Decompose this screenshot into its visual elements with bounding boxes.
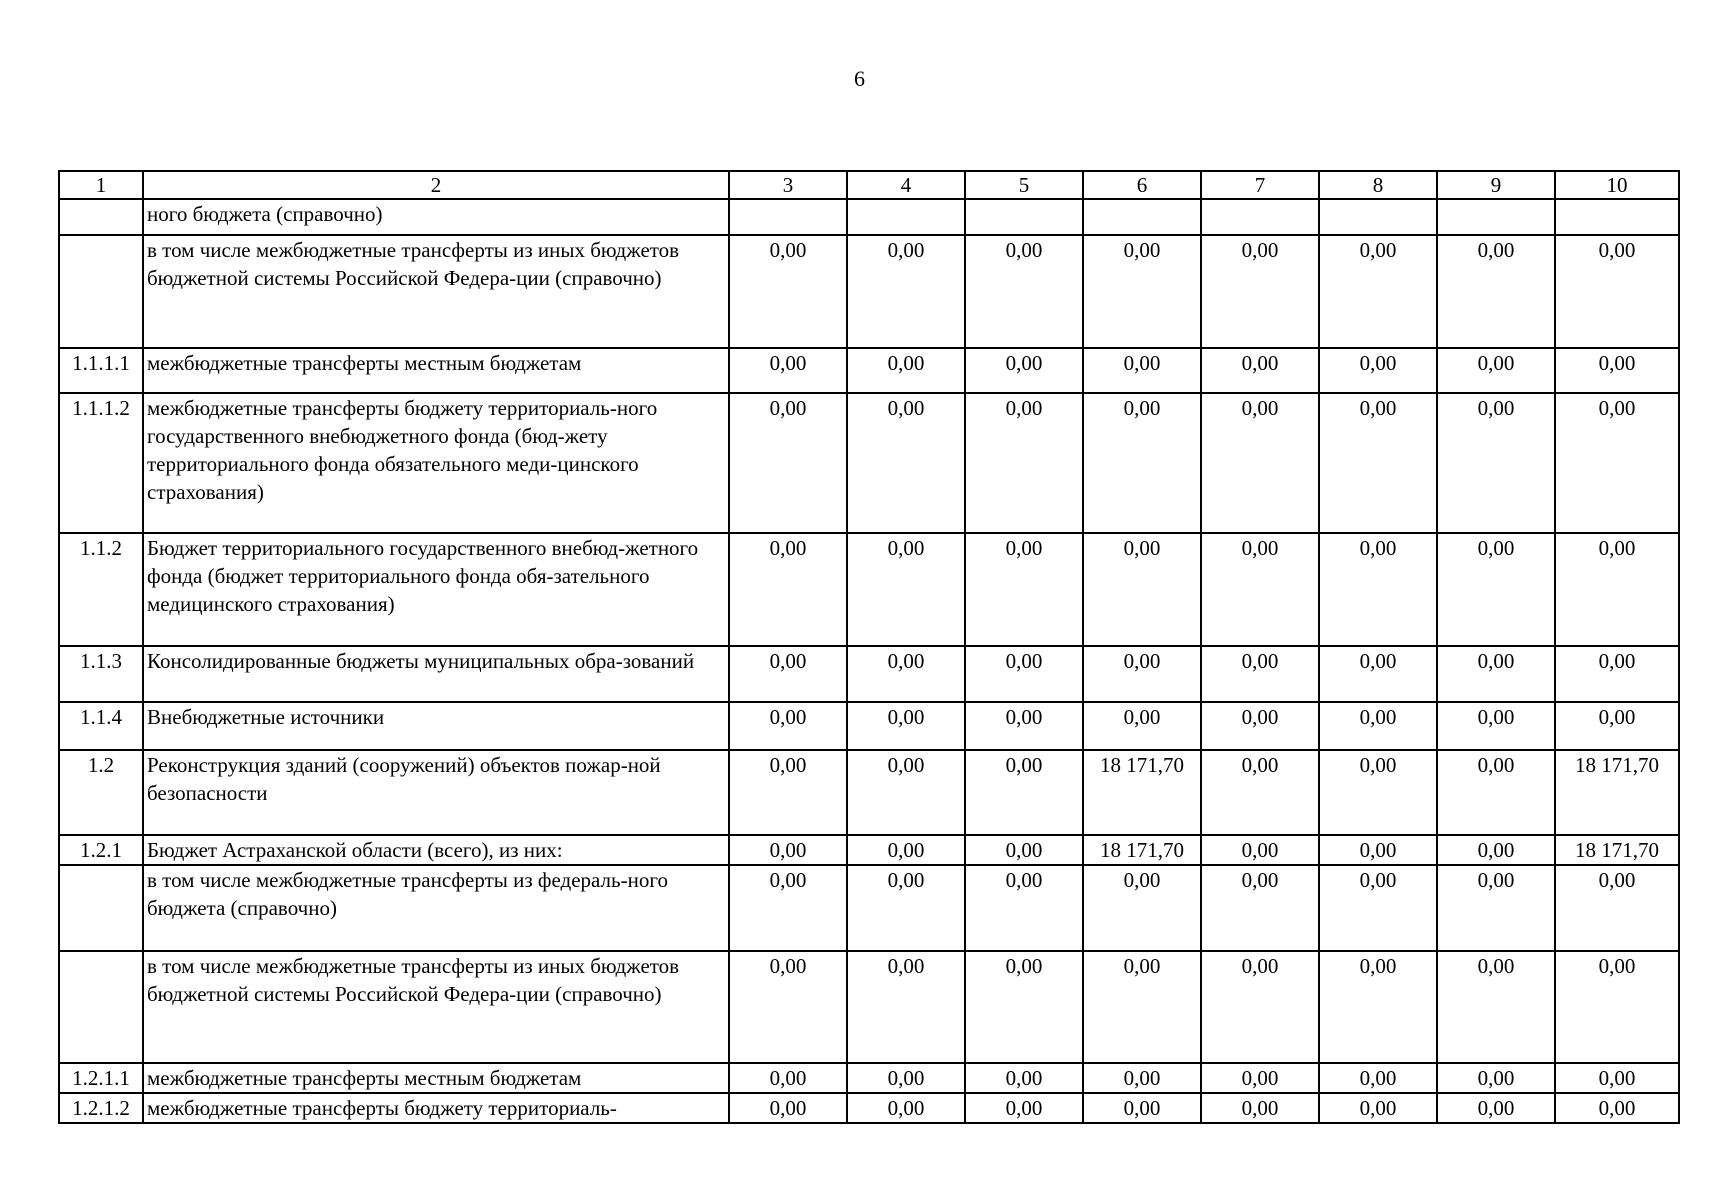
value-cell: 0,00 [1201,1063,1319,1093]
value-cell: 0,00 [1319,533,1437,646]
value-cell: 0,00 [729,951,847,1063]
header-row [59,171,1679,199]
value-cell [1319,199,1437,235]
header-cell: 6 [1083,171,1201,199]
table-row [59,393,1679,533]
header-cell: 10 [1555,171,1679,199]
value-cell: 0,00 [1201,235,1319,348]
value-cell: 0,00 [729,533,847,646]
value-cell: 0,00 [1201,702,1319,750]
value-cell: 0,00 [1083,393,1201,533]
value-cell: 0,00 [1083,1093,1201,1123]
row-number: 1.1.4 [59,702,143,750]
table-row [59,702,1679,750]
value-cell: 18 171,70 [1083,835,1201,865]
value-cell [965,199,1083,235]
row-number: 1.1.3 [59,646,143,702]
value-cell: 0,00 [729,702,847,750]
value-cell: 0,00 [965,348,1083,393]
row-number: 1.2.1.1 [59,1063,143,1093]
value-cell [1201,199,1319,235]
value-cell: 0,00 [1201,865,1319,951]
value-cell: 0,00 [729,348,847,393]
row-description: межбюджетные трансферты бюджету территориаль- [143,1093,729,1123]
row-description: Бюджет территориального государственного внебюд-жетного фонда (бюджет территориального фонда обя-зательного медицинского страхования) [143,533,729,646]
table-row [59,348,1679,393]
value-cell: 0,00 [1437,951,1555,1063]
value-cell [847,199,965,235]
value-cell: 0,00 [1437,533,1555,646]
table-row [59,646,1679,702]
value-cell: 0,00 [965,865,1083,951]
value-cell: 0,00 [1555,533,1679,646]
value-cell: 0,00 [1201,393,1319,533]
value-cell: 0,00 [965,835,1083,865]
value-cell: 0,00 [1083,348,1201,393]
row-description: Бюджет Астраханской области (всего), из них: [143,835,729,865]
value-cell: 0,00 [965,235,1083,348]
value-cell: 0,00 [729,235,847,348]
value-cell: 0,00 [847,646,965,702]
page-number: 6 [854,66,865,91]
table-row [59,835,1679,865]
value-cell: 0,00 [1201,750,1319,835]
table-row [59,533,1679,646]
value-cell [1555,199,1679,235]
value-cell: 0,00 [965,1063,1083,1093]
header-cell: 1 [59,171,143,199]
value-cell: 0,00 [1555,393,1679,533]
budget-table [58,170,1680,1124]
row-description: в том числе межбюджетные трансферты из федераль-ного бюджета (справочно) [143,865,729,951]
value-cell: 0,00 [1083,1063,1201,1093]
header-cell: 5 [965,171,1083,199]
table-row [59,865,1679,951]
value-cell: 0,00 [1437,348,1555,393]
table-row [59,1063,1679,1093]
value-cell: 0,00 [1319,348,1437,393]
value-cell: 0,00 [1201,348,1319,393]
row-description: Реконструкция зданий (сооружений) объектов пожар-ной безопасности [143,750,729,835]
row-description: межбюджетные трансферты бюджету территориаль-ного государственного внебюджетного фонда (бюд-жету территориального фонда обязательного меди-цинского страхования) [143,393,729,533]
value-cell [729,199,847,235]
table-row [59,235,1679,348]
value-cell: 0,00 [1437,750,1555,835]
value-cell: 0,00 [847,1063,965,1093]
value-cell: 0,00 [1083,865,1201,951]
value-cell: 0,00 [1319,235,1437,348]
value-cell: 18 171,70 [1083,750,1201,835]
value-cell: 0,00 [1083,702,1201,750]
row-number: 1.2 [59,750,143,835]
value-cell: 0,00 [1201,835,1319,865]
value-cell: 0,00 [729,750,847,835]
value-cell: 0,00 [729,1093,847,1123]
value-cell: 0,00 [1555,1093,1679,1123]
value-cell: 0,00 [729,646,847,702]
header-cell: 9 [1437,171,1555,199]
row-description: в том числе межбюджетные трансферты из иных бюджетов бюджетной системы Российской Федера-ции (справочно) [143,235,729,348]
table-row [59,1093,1679,1123]
value-cell: 0,00 [1555,348,1679,393]
row-number [59,199,143,235]
value-cell: 0,00 [847,393,965,533]
value-cell: 0,00 [1319,702,1437,750]
value-cell: 0,00 [1083,533,1201,646]
value-cell: 0,00 [729,393,847,533]
value-cell: 0,00 [1437,865,1555,951]
table-row [59,199,1679,235]
value-cell: 0,00 [729,835,847,865]
value-cell: 0,00 [1555,235,1679,348]
value-cell: 0,00 [847,750,965,835]
row-number [59,865,143,951]
value-cell: 0,00 [1319,393,1437,533]
value-cell [1437,199,1555,235]
value-cell: 0,00 [1437,1063,1555,1093]
value-cell: 0,00 [1555,1063,1679,1093]
value-cell: 0,00 [1083,951,1201,1063]
value-cell: 0,00 [1555,646,1679,702]
row-number: 1.2.1.2 [59,1093,143,1123]
value-cell: 0,00 [965,951,1083,1063]
value-cell: 0,00 [1083,235,1201,348]
row-number: 1.1.2 [59,533,143,646]
value-cell: 0,00 [1437,393,1555,533]
value-cell: 18 171,70 [1555,750,1679,835]
row-description: Внебюджетные источники [143,702,729,750]
value-cell: 0,00 [729,865,847,951]
row-description: межбюджетные трансферты местным бюджетам [143,1063,729,1093]
value-cell: 0,00 [1555,702,1679,750]
value-cell: 0,00 [847,951,965,1063]
value-cell: 0,00 [1201,1093,1319,1123]
value-cell: 0,00 [729,1063,847,1093]
row-description: ного бюджета (справочно) [143,199,729,235]
value-cell [1083,199,1201,235]
header-cell: 4 [847,171,965,199]
table-row [59,750,1679,835]
value-cell: 0,00 [1201,951,1319,1063]
value-cell: 0,00 [965,702,1083,750]
value-cell: 0,00 [1201,646,1319,702]
value-cell: 0,00 [1437,702,1555,750]
header-cell: 8 [1319,171,1437,199]
value-cell: 0,00 [965,646,1083,702]
header-cell: 7 [1201,171,1319,199]
value-cell: 0,00 [965,750,1083,835]
value-cell: 18 171,70 [1555,835,1679,865]
row-description: межбюджетные трансферты местным бюджетам [143,348,729,393]
value-cell: 0,00 [1319,835,1437,865]
value-cell: 0,00 [1555,865,1679,951]
value-cell: 0,00 [965,393,1083,533]
row-number: 1.1.1.2 [59,393,143,533]
row-number [59,235,143,348]
row-description: в том числе межбюджетные трансферты из иных бюджетов бюджетной системы Российской Федера-ции (справочно) [143,951,729,1063]
row-number: 1.1.1.1 [59,348,143,393]
value-cell: 0,00 [1083,646,1201,702]
value-cell: 0,00 [965,533,1083,646]
value-cell: 0,00 [1437,1093,1555,1123]
value-cell: 0,00 [847,348,965,393]
value-cell: 0,00 [1319,750,1437,835]
value-cell: 0,00 [847,702,965,750]
row-description: Консолидированные бюджеты муниципальных обра-зований [143,646,729,702]
header-cell: 2 [143,171,729,199]
header-cell: 3 [729,171,847,199]
value-cell: 0,00 [847,835,965,865]
value-cell: 0,00 [1437,835,1555,865]
row-number: 1.2.1 [59,835,143,865]
value-cell: 0,00 [1319,1063,1437,1093]
value-cell: 0,00 [1437,235,1555,348]
value-cell: 0,00 [965,1093,1083,1123]
value-cell: 0,00 [1319,865,1437,951]
value-cell: 0,00 [847,1093,965,1123]
value-cell: 0,00 [847,235,965,348]
value-cell: 0,00 [847,865,965,951]
value-cell: 0,00 [1437,646,1555,702]
table-row [59,951,1679,1063]
value-cell: 0,00 [1319,951,1437,1063]
value-cell: 0,00 [1201,533,1319,646]
value-cell: 0,00 [1555,951,1679,1063]
value-cell: 0,00 [847,533,965,646]
row-number [59,951,143,1063]
value-cell: 0,00 [1319,646,1437,702]
value-cell: 0,00 [1319,1093,1437,1123]
